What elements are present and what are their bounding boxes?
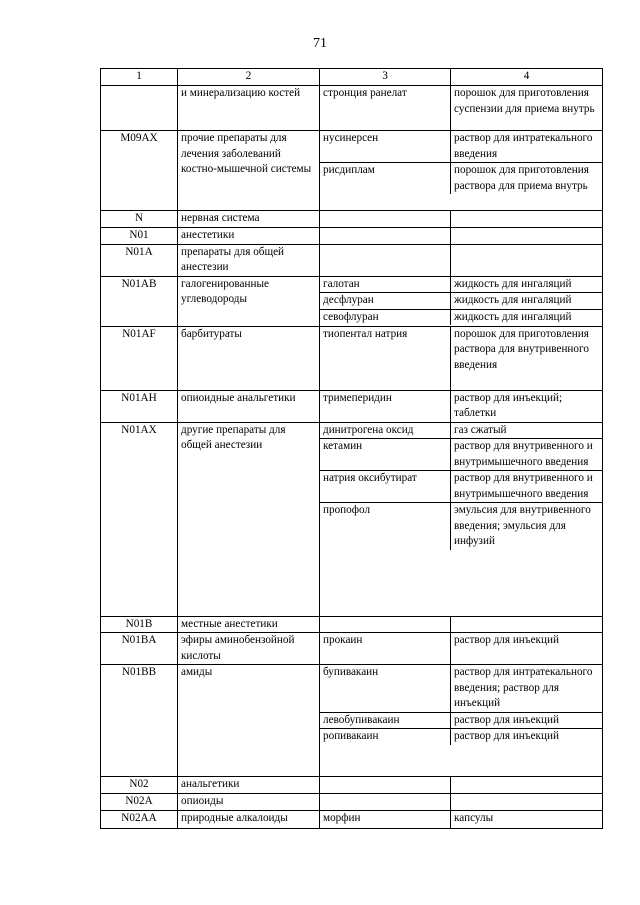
atc-code-cell: [101, 86, 178, 131]
drug-sub-row: [320, 162, 602, 194]
atc-code-cell: N01B: [101, 616, 178, 633]
atc-code-cell: N01AB: [101, 276, 178, 326]
drug-name: пропофол: [320, 503, 451, 550]
dosage-form-cell: [451, 616, 603, 633]
atc-code-cell: N02AA: [101, 811, 178, 829]
dosage-form-cell: раствор для инъекций; таблетки: [451, 390, 603, 422]
drug-sub-row: [320, 665, 602, 712]
table-row: [101, 794, 603, 811]
drug-sub-row: [320, 131, 602, 162]
drug-sub-row: [320, 277, 602, 293]
group-name-cell: препараты для общей анестезии: [178, 244, 320, 276]
table-row: [101, 86, 603, 131]
drug-sub-row: [320, 309, 602, 326]
header-col-2: 2: [178, 69, 320, 86]
table-row: [101, 276, 603, 326]
drug-sub-row: [320, 423, 602, 439]
drug-name: кетамин: [320, 439, 451, 470]
dosage-form: раствор для инъекций: [454, 713, 559, 726]
drug-name-cell: тиопентал натрия: [320, 326, 451, 390]
dosage-form: жидкость для ингаляций: [454, 310, 572, 323]
drug-table: [100, 68, 603, 829]
atc-code-cell: N01AH: [101, 390, 178, 422]
dosage-form-cell: [451, 244, 603, 276]
dosage-form-cell: раствор для инъекций: [451, 633, 603, 665]
atc-code-cell: N01BA: [101, 633, 178, 665]
drug-sub-row: [320, 292, 602, 309]
group-name-cell: эфиры аминобензойной кислоты: [178, 633, 320, 665]
table-row: [101, 811, 603, 829]
page-number: 71: [313, 36, 327, 51]
group-name-cell: и минерализацию костей: [178, 86, 320, 131]
drug-name: динитрогена оксид: [320, 423, 451, 439]
table-row: [101, 244, 603, 276]
atc-code-cell: N01AX: [101, 422, 178, 616]
drug-name-cell: [320, 244, 451, 276]
group-name-cell: местные анестетики: [178, 616, 320, 633]
table-row: [101, 326, 603, 390]
dosage-form: раствор для инъекций: [454, 730, 559, 742]
dosage-form: раствор для интратекального введения: [454, 132, 593, 160]
drug-name-cell: морфин: [320, 811, 451, 829]
group-name-cell: природные алкалоиды: [178, 811, 320, 829]
group-name-cell: галогенированные углеводороды: [178, 276, 320, 326]
drug-name: натрия оксибутират: [320, 471, 451, 502]
group-name-cell: опиоиды: [178, 794, 320, 811]
drug-name-cell: [320, 616, 451, 633]
drug-sub-row: [320, 712, 602, 729]
group-name-cell: прочие препараты для лечения заболеваний костно-мышечной системы: [178, 131, 320, 211]
table-body: [101, 86, 603, 829]
drug-name-cell: [320, 794, 451, 811]
drug-list-cell: [320, 665, 603, 777]
dosage-form-cell: [451, 227, 603, 244]
group-name-cell: опиоидные анальгетики: [178, 390, 320, 422]
table-row: [101, 131, 603, 211]
drug-name: севофлуран: [320, 310, 451, 326]
group-name-cell: другие препараты для общей анестезии: [178, 422, 320, 616]
atc-code-cell: N02A: [101, 794, 178, 811]
drug-name-cell: прокаин: [320, 633, 451, 665]
table-row: [101, 390, 603, 422]
dosage-form-cell: порошок для приготовления суспензии для приема внутрь: [451, 86, 603, 131]
dosage-form: порошок для приготовления раствора для приема внутрь: [454, 164, 589, 192]
atc-code-cell: N01BB: [101, 665, 178, 777]
atc-code-cell: N01A: [101, 244, 178, 276]
table-header-row: [101, 69, 603, 86]
dosage-form: раствор для внутривенного и внутримышечного введения: [454, 440, 593, 468]
drug-name: левобупивакаин: [320, 713, 451, 729]
atc-code-cell: M09AX: [101, 131, 178, 211]
table-row: [101, 211, 603, 228]
drug-name: десфлуран: [320, 293, 451, 309]
dosage-form: газ сжатый: [454, 423, 507, 436]
group-name-cell: анальгетики: [178, 777, 320, 794]
table-row: [101, 665, 603, 777]
drug-list-cell: [320, 276, 603, 326]
dosage-form-cell: [451, 794, 603, 811]
drug-name: бупивакаин: [320, 665, 451, 712]
drug-list-cell: [320, 422, 603, 616]
drug-table-wrapper: [100, 68, 602, 829]
dosage-form: жидкость для ингаляций: [454, 294, 572, 306]
drug-name: нусинерсен: [320, 131, 451, 162]
drug-name-cell: [320, 211, 451, 228]
drug-sub-row: [320, 470, 602, 502]
dosage-form-cell: [451, 777, 603, 794]
atc-code-cell: N01AF: [101, 326, 178, 390]
dosage-form: раствор для интратекального введения; раствор для инъекций: [454, 666, 593, 709]
table-row: [101, 777, 603, 794]
dosage-form-cell: порошок для приготовления раствора для внутривенного введения: [451, 326, 603, 390]
group-name-cell: амиды: [178, 665, 320, 777]
header-col-1: 1: [101, 69, 178, 86]
header-col-3: 3: [320, 69, 451, 86]
dosage-form-cell: капсулы: [451, 811, 603, 829]
group-name-cell: нервная система: [178, 211, 320, 228]
drug-name: ропивакаин: [320, 729, 451, 745]
table-row: [101, 616, 603, 633]
atc-code-cell: N: [101, 211, 178, 228]
table-row: [101, 633, 603, 665]
group-name-cell: анестетики: [178, 227, 320, 244]
dosage-form: эмульсия для внутривенного введения; эмульсия для инфузий: [454, 504, 591, 547]
dosage-form-cell: [451, 211, 603, 228]
group-name-cell: барбитураты: [178, 326, 320, 390]
drug-name: рисдиплам: [320, 163, 451, 194]
drug-name-cell: [320, 227, 451, 244]
drug-sub-row: [320, 728, 602, 745]
header-col-4: 4: [451, 69, 603, 86]
atc-code-cell: N02: [101, 777, 178, 794]
drug-name: галотан: [320, 277, 451, 293]
drug-name-cell: [320, 777, 451, 794]
drug-name-cell: стронция ранелат: [320, 86, 451, 131]
table-row: [101, 422, 603, 616]
dosage-form: раствор для внутривенного и внутримышечного введения: [454, 472, 593, 500]
drug-sub-row: [320, 502, 602, 550]
dosage-form: жидкость для ингаляций: [454, 277, 572, 290]
drug-sub-row: [320, 438, 602, 470]
atc-code-cell: N01: [101, 227, 178, 244]
table-row: [101, 227, 603, 244]
drug-list-cell: [320, 131, 603, 211]
drug-name-cell: тримеперидин: [320, 390, 451, 422]
